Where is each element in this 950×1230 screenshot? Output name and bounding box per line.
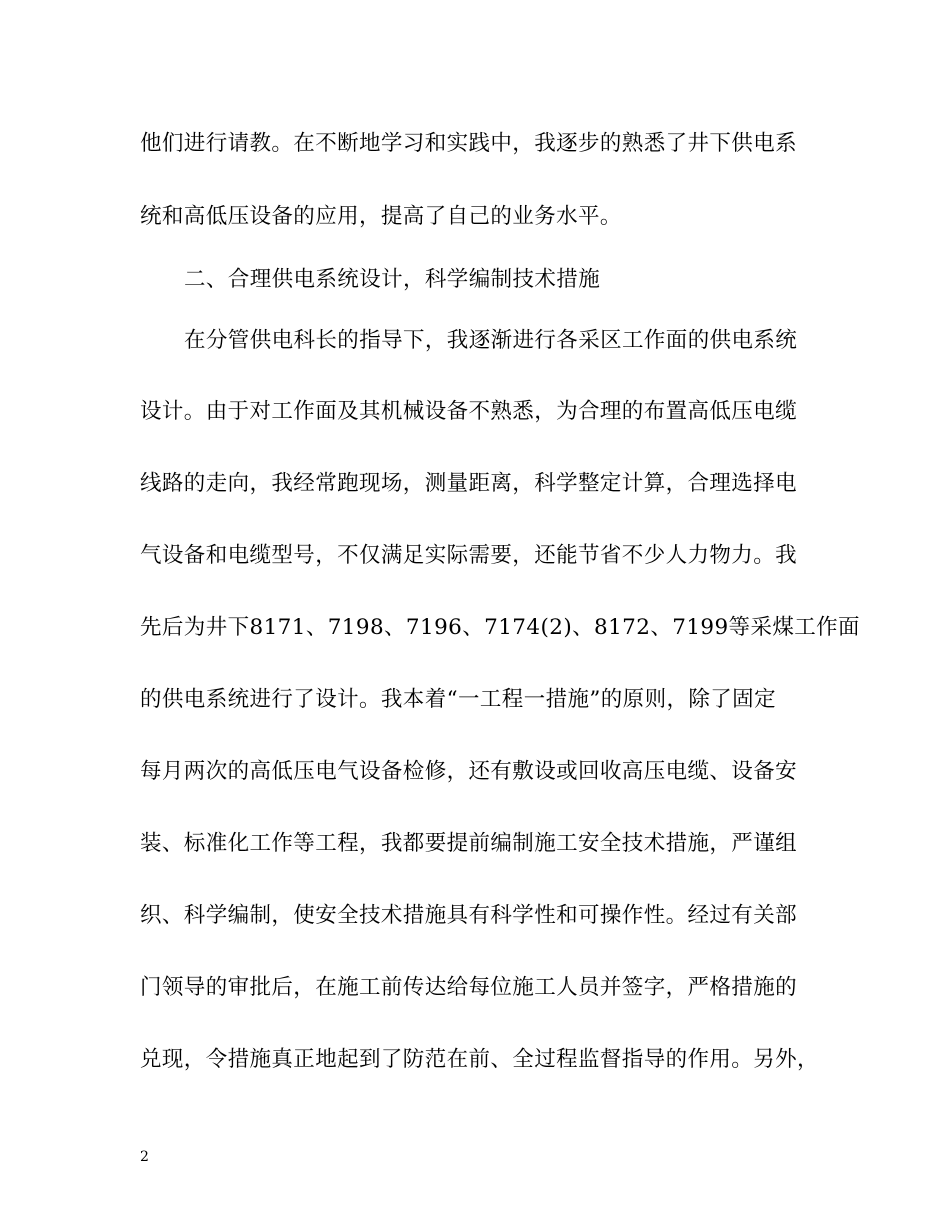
text-line-4: 在分管供电科长的指导下，我逐渐进行各采区工作面的供电系统 [184, 328, 798, 353]
text-line-10: 每月两次的高低压电气设备检修，还有敷设或回收高压电缆、设备安 [140, 759, 798, 784]
text-line-9: 的供电系统进行了设计。我本着“一工程一措施”的原则，除了固定 [140, 687, 776, 712]
text-line-14: 兑现，令措施真正地起到了防范在前、全过程监督指导的作用。另外， [140, 1047, 819, 1072]
text-line-8: 先后为井下8171、7198、7196、7174(2)、8172、7199等采煤工作面 [140, 615, 860, 640]
text-line-5: 设计。由于对工作面及其机械设备不熟悉，为合理的布置高低压电缆 [140, 399, 798, 424]
page-number: 2 [140, 1149, 149, 1165]
text-line-1: 他们进行请教。在不断地学习和实践中，我逐步的熟悉了井下供电系 [140, 131, 798, 156]
text-line-7: 气设备和电缆型号，不仅满足实际需要，还能节省不少人力物力。我 [140, 543, 798, 568]
text-line-13: 门领导的审批后，在施工前传达给每位施工人员并签字，严格措施的 [140, 975, 798, 1000]
text-line-2: 统和高低压设备的应用，提高了自己的业务水平。 [140, 204, 622, 229]
section-heading: 二、合理供电系统设计，科学编制技术措施 [184, 267, 601, 292]
text-line-6: 线路的走向，我经常跑现场，测量距离，科学整定计算，合理选择电 [140, 471, 798, 496]
text-line-11: 装、标准化工作等工程，我都要提前编制施工安全技术措施，严谨组 [140, 831, 798, 856]
text-line-12: 织、科学编制，使安全技术措施具有科学性和可操作性。经过有关部 [140, 903, 798, 928]
